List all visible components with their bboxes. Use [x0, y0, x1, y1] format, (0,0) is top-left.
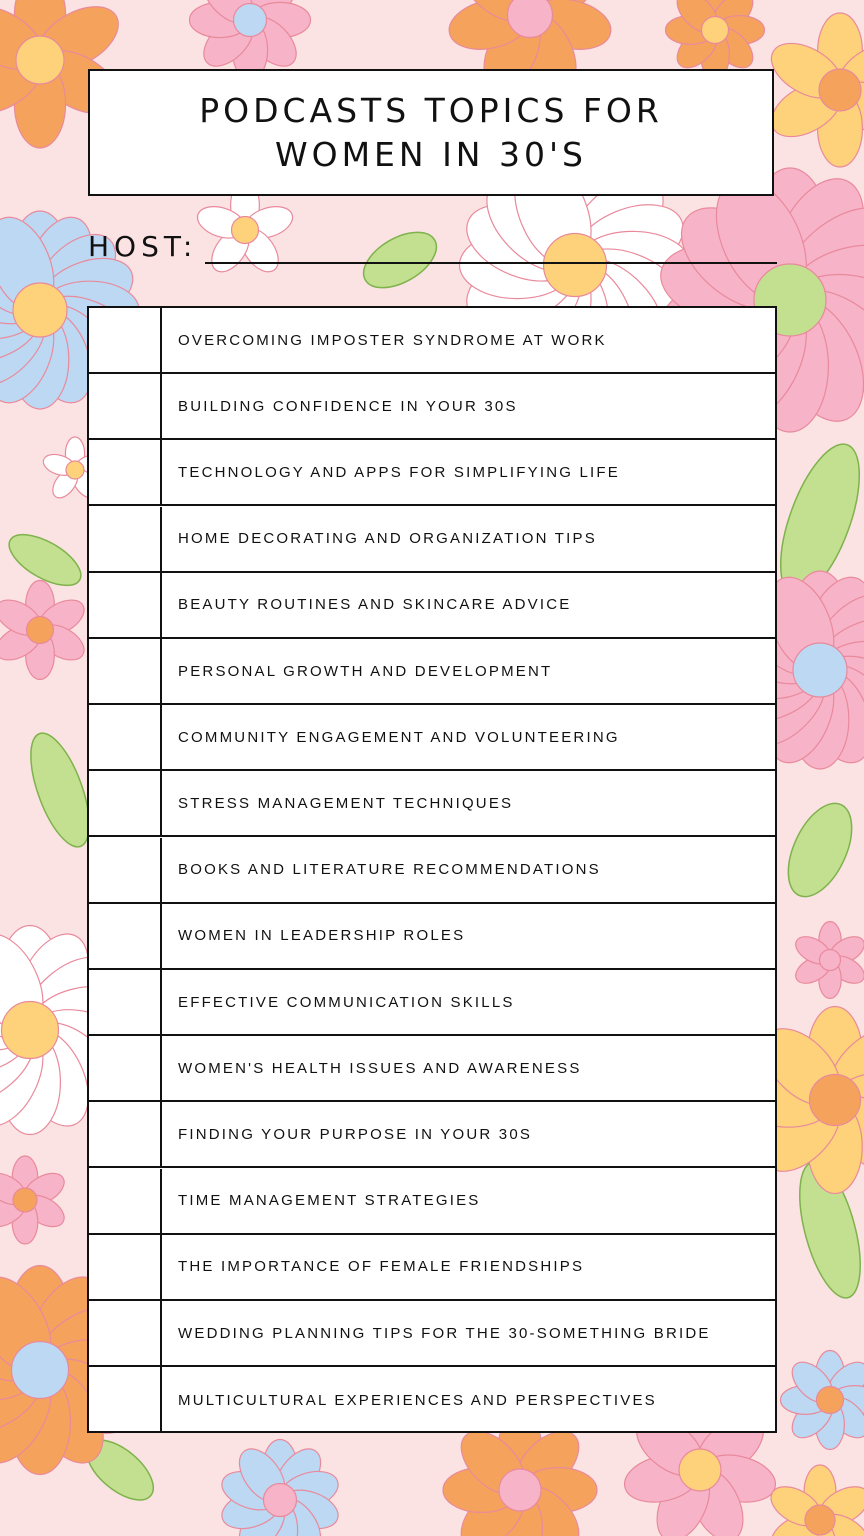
- table-row: [89, 705, 775, 771]
- flower-decoration: [781, 1351, 864, 1450]
- table-row: [89, 507, 775, 573]
- topic-label: STRESS MANAGEMENT TECHNIQUES: [178, 794, 514, 812]
- topics-table: [87, 306, 777, 1433]
- topic-label: MULTICULTURAL EXPERIENCES AND PERSPECTIVES: [178, 1391, 657, 1409]
- checkbox-cell[interactable]: [89, 838, 162, 902]
- table-row: [89, 838, 775, 904]
- checkbox-cell[interactable]: [89, 308, 162, 372]
- checkbox-cell[interactable]: [89, 1301, 162, 1365]
- topic-label: FINDING YOUR PURPOSE IN YOUR 30S: [178, 1125, 533, 1143]
- leaf-decoration: [354, 221, 445, 299]
- table-row: [89, 1102, 775, 1168]
- flower-decoration: [217, 1440, 343, 1536]
- table-row: [89, 970, 775, 1036]
- table-row: [89, 440, 775, 506]
- topic-label: WEDDING PLANNING TIPS FOR THE 30-SOMETHING BRIDE: [178, 1324, 711, 1342]
- checkbox-cell[interactable]: [89, 1169, 162, 1233]
- checkbox-cell[interactable]: [89, 374, 162, 438]
- table-row: [89, 374, 775, 440]
- checkbox-cell[interactable]: [89, 1036, 162, 1100]
- flower-decoration: [764, 1465, 864, 1536]
- table-row: [89, 308, 775, 374]
- checkbox-cell[interactable]: [89, 1102, 162, 1166]
- table-row: [89, 904, 775, 970]
- topic-label: BOOKS AND LITERATURE RECOMMENDATIONS: [178, 861, 601, 879]
- checkbox-cell[interactable]: [89, 705, 162, 769]
- checkbox-cell[interactable]: [89, 771, 162, 835]
- checkbox-cell[interactable]: [89, 1235, 162, 1299]
- table-row: [89, 771, 775, 837]
- flower-decoration: [791, 922, 864, 999]
- checkbox-cell[interactable]: [89, 970, 162, 1034]
- topic-label: BUILDING CONFIDENCE IN YOUR 30S: [178, 397, 518, 415]
- topic-label: COMMUNITY ENGAGEMENT AND VOLUNTEERING: [178, 728, 620, 746]
- checkbox-cell[interactable]: [89, 440, 162, 504]
- flower-decoration: [762, 13, 864, 167]
- table-row: [89, 639, 775, 705]
- checkbox-cell[interactable]: [89, 573, 162, 637]
- checkbox-cell[interactable]: [89, 1367, 162, 1433]
- topic-label: WOMEN IN LEADERSHIP ROLES: [178, 927, 466, 945]
- flower-decoration: [666, 0, 765, 80]
- topic-label: EFFECTIVE COMMUNICATION SKILLS: [178, 993, 515, 1011]
- flower-decoration: [0, 1156, 70, 1244]
- table-row: [89, 1169, 775, 1235]
- table-row: [89, 1367, 775, 1433]
- topic-label: BEAUTY ROUTINES AND SKINCARE ADVICE: [178, 596, 572, 614]
- topic-label: THE IMPORTANCE OF FEMALE FRIENDSHIPS: [178, 1258, 585, 1276]
- topic-label: TECHNOLOGY AND APPS FOR SIMPLIFYING LIFE: [178, 463, 620, 481]
- checkbox-cell[interactable]: [89, 639, 162, 703]
- host-label: HOST:: [88, 230, 198, 263]
- table-row: [89, 1235, 775, 1301]
- table-row: [89, 1301, 775, 1367]
- checkbox-cell[interactable]: [89, 904, 162, 968]
- topic-label: TIME MANAGEMENT STRATEGIES: [178, 1192, 481, 1210]
- host-input-line[interactable]: [205, 262, 777, 264]
- topic-label: HOME DECORATING AND ORGANIZATION TIPS: [178, 530, 597, 548]
- topic-label: WOMEN'S HEALTH ISSUES AND AWARENESS: [178, 1059, 582, 1077]
- checkbox-cell[interactable]: [89, 507, 162, 571]
- table-row: [89, 1036, 775, 1102]
- flower-decoration: [0, 581, 90, 680]
- topic-label: OVERCOMING IMPOSTER SYNDROME AT WORK: [178, 331, 607, 349]
- title-box: [88, 69, 774, 196]
- leaf-decoration: [775, 794, 864, 907]
- topic-label: PERSONAL GROWTH AND DEVELOPMENT: [178, 662, 553, 680]
- table-row: [89, 573, 775, 639]
- page-title: PODCASTS TOPICS FOR WOMEN IN 30'S: [199, 90, 663, 174]
